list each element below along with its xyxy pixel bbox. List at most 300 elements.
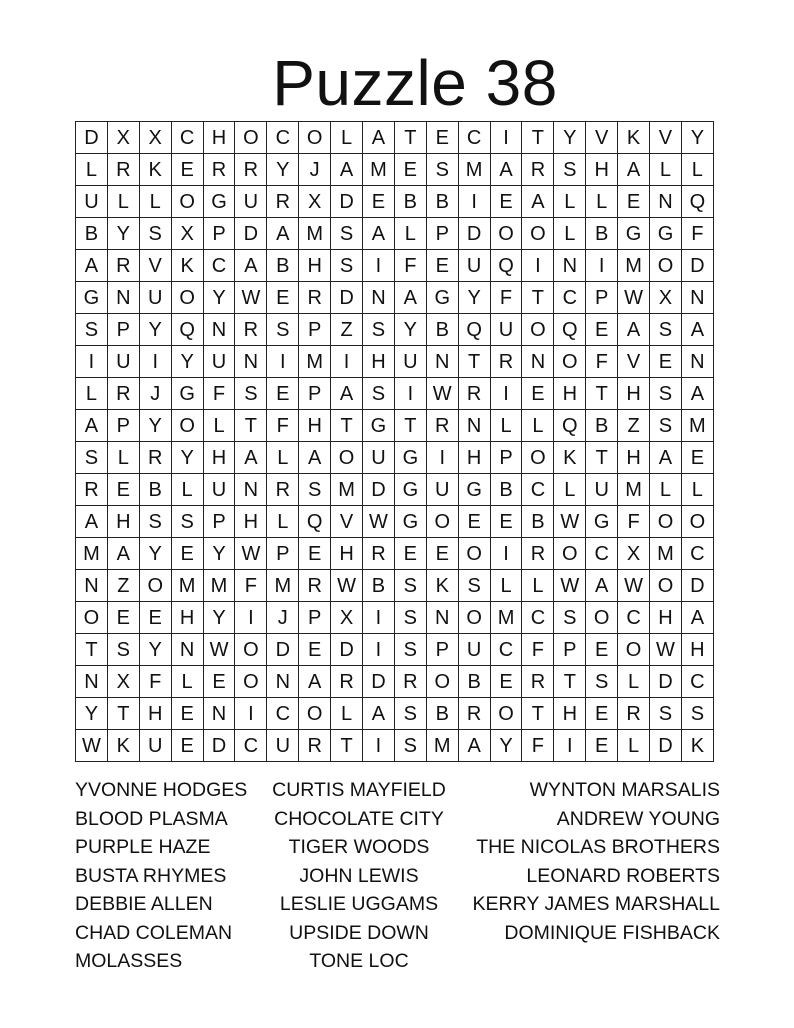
grid-cell: Z [618, 410, 650, 442]
grid-cell: C [586, 538, 618, 570]
grid-cell: N [459, 410, 491, 442]
grid-cell: Y [395, 314, 427, 346]
grid-cell: F [522, 730, 554, 762]
grid-cell: X [108, 666, 140, 698]
grid-cell: S [650, 314, 682, 346]
grid-cell: N [682, 282, 714, 314]
grid-cell: G [395, 474, 427, 506]
grid-cell: R [108, 250, 140, 282]
grid-cell: D [331, 634, 363, 666]
grid-cell: E [172, 538, 204, 570]
grid-cell: E [299, 634, 331, 666]
grid-cell: G [395, 442, 427, 474]
grid-cell: U [491, 314, 523, 346]
grid-cell: M [459, 154, 491, 186]
grid-cell: Y [76, 698, 108, 730]
grid-cell: R [363, 538, 395, 570]
word-list-item: ANDREW YOUNG [556, 807, 720, 830]
word-list-item: JOHN LEWIS [299, 864, 419, 887]
grid-cell: G [650, 218, 682, 250]
grid-cell: Y [140, 634, 172, 666]
grid-cell: X [140, 122, 172, 154]
grid-cell: Y [140, 538, 172, 570]
grid-cell: X [618, 538, 650, 570]
grid-cell: A [682, 602, 714, 634]
grid-cell: L [618, 730, 650, 762]
grid-cell: T [554, 666, 586, 698]
grid-cell: S [554, 154, 586, 186]
grid-cell: L [172, 666, 204, 698]
grid-cell: U [427, 474, 459, 506]
grid-cell: I [586, 250, 618, 282]
grid-cell: R [618, 698, 650, 730]
grid-cell: T [395, 122, 427, 154]
grid-cell: W [650, 634, 682, 666]
grid-cell: A [618, 314, 650, 346]
grid-cell: T [522, 122, 554, 154]
grid-cell: B [427, 314, 459, 346]
grid-cell: S [331, 218, 363, 250]
grid-cell: H [172, 602, 204, 634]
grid-cell: P [427, 634, 459, 666]
grid-cell: S [395, 698, 427, 730]
grid-cell: T [76, 634, 108, 666]
grid-cell: N [204, 314, 236, 346]
grid-cell: P [299, 314, 331, 346]
grid-cell: O [331, 442, 363, 474]
grid-cell: U [76, 186, 108, 218]
grid-cell: N [554, 250, 586, 282]
grid-cell: I [491, 122, 523, 154]
grid-cell: E [586, 698, 618, 730]
grid-cell: I [235, 698, 267, 730]
grid-cell: M [299, 218, 331, 250]
grid-cell: S [235, 378, 267, 410]
grid-cell: N [76, 666, 108, 698]
grid-cell: S [108, 634, 140, 666]
grid-cell: R [235, 314, 267, 346]
grid-cell: N [650, 186, 682, 218]
grid-cell: D [650, 666, 682, 698]
grid-cell: V [331, 506, 363, 538]
grid-cell: K [172, 250, 204, 282]
grid-cell: E [427, 122, 459, 154]
grid-cell: Y [491, 730, 523, 762]
grid-cell: Y [204, 538, 236, 570]
grid-cell: H [140, 698, 172, 730]
grid-cell: D [331, 186, 363, 218]
word-list-item: PURPLE HAZE [75, 836, 211, 858]
word-search-grid [75, 121, 714, 762]
grid-cell: Y [554, 122, 586, 154]
grid-cell: T [235, 410, 267, 442]
grid-cell: E [267, 378, 299, 410]
word-list-item: DOMINIQUE FISHBACK [504, 921, 720, 944]
grid-cell: N [427, 346, 459, 378]
grid-cell: H [682, 634, 714, 666]
grid-cell: L [650, 154, 682, 186]
grid-cell: S [172, 506, 204, 538]
grid-cell: P [267, 538, 299, 570]
grid-cell: Y [172, 442, 204, 474]
grid-cell: F [586, 346, 618, 378]
grid-cell: R [459, 698, 491, 730]
grid-cell: O [172, 282, 204, 314]
grid-cell: L [522, 410, 554, 442]
grid-cell: X [108, 122, 140, 154]
grid-cell: O [140, 570, 172, 602]
grid-cell: D [235, 218, 267, 250]
grid-cell: R [235, 154, 267, 186]
grid-cell: T [395, 410, 427, 442]
grid-cell: P [299, 602, 331, 634]
grid-cell: L [491, 570, 523, 602]
grid-cell: F [235, 570, 267, 602]
grid-cell: A [76, 250, 108, 282]
grid-cell: P [204, 218, 236, 250]
grid-cell: W [618, 282, 650, 314]
grid-cell: U [459, 250, 491, 282]
grid-cell: B [76, 218, 108, 250]
grid-cell: F [618, 506, 650, 538]
grid-cell: Y [204, 282, 236, 314]
grid-cell: E [427, 250, 459, 282]
grid-cell: R [108, 154, 140, 186]
grid-cell: X [172, 218, 204, 250]
grid-cell: P [204, 506, 236, 538]
grid-cell: M [299, 346, 331, 378]
grid-cell: L [554, 186, 586, 218]
grid-cell: N [363, 282, 395, 314]
grid-cell: J [267, 602, 299, 634]
grid-cell: L [204, 410, 236, 442]
grid-cell: E [299, 538, 331, 570]
grid-cell: B [363, 570, 395, 602]
grid-cell: L [267, 506, 299, 538]
grid-cell: O [554, 346, 586, 378]
grid-cell: O [522, 442, 554, 474]
grid-cell: H [331, 538, 363, 570]
grid-cell: C [682, 666, 714, 698]
grid-cell: R [140, 442, 172, 474]
grid-cell: T [522, 282, 554, 314]
grid-cell: D [267, 634, 299, 666]
grid-cell: M [363, 154, 395, 186]
grid-cell: I [491, 538, 523, 570]
grid-cell: R [267, 186, 299, 218]
grid-cell: X [299, 186, 331, 218]
grid-cell: Y [140, 410, 172, 442]
grid-cell: K [554, 442, 586, 474]
grid-cell: O [618, 634, 650, 666]
word-list-item: THE NICOLAS BROTHERS [476, 836, 720, 858]
grid-cell: S [299, 474, 331, 506]
grid-cell: K [427, 570, 459, 602]
grid-cell: R [299, 282, 331, 314]
grid-cell: Q [299, 506, 331, 538]
grid-cell: G [363, 410, 395, 442]
grid-cell: G [618, 218, 650, 250]
puzzle-title: Puzzle 38 [272, 47, 558, 119]
grid-cell: P [108, 314, 140, 346]
grid-cell: L [395, 218, 427, 250]
grid-cell: C [204, 250, 236, 282]
grid-cell: S [395, 602, 427, 634]
grid-cell: G [459, 474, 491, 506]
grid-cell: M [204, 570, 236, 602]
grid-cell: C [235, 730, 267, 762]
grid-cell: A [586, 570, 618, 602]
grid-cell: Q [172, 314, 204, 346]
grid-cell: F [140, 666, 172, 698]
grid-cell: I [522, 250, 554, 282]
grid-cell: S [76, 442, 108, 474]
grid-cell: V [140, 250, 172, 282]
word-list-column-3 [473, 776, 720, 947]
grid-cell: U [140, 282, 172, 314]
grid-cell: S [554, 602, 586, 634]
grid-cell: W [618, 570, 650, 602]
grid-cell: G [395, 506, 427, 538]
grid-cell: U [235, 186, 267, 218]
grid-cell: D [459, 218, 491, 250]
grid-cell: C [522, 602, 554, 634]
grid-cell: E [459, 506, 491, 538]
grid-cell: L [682, 474, 714, 506]
grid-cell: A [363, 218, 395, 250]
grid-cell: B [522, 506, 554, 538]
grid-cell: L [522, 570, 554, 602]
grid-cell: H [554, 378, 586, 410]
grid-cell: R [395, 666, 427, 698]
word-list-item: BUSTA RHYMES [75, 864, 227, 887]
grid-cell: S [427, 154, 459, 186]
grid-cell: L [554, 474, 586, 506]
grid-cell: S [395, 730, 427, 762]
grid-cell: O [586, 602, 618, 634]
grid-cell: S [395, 570, 427, 602]
grid-cell: Z [331, 314, 363, 346]
grid-cell: A [682, 314, 714, 346]
grid-cell: Q [554, 314, 586, 346]
grid-cell: A [522, 186, 554, 218]
grid-cell: I [363, 602, 395, 634]
grid-cell: S [76, 314, 108, 346]
grid-cell: I [363, 634, 395, 666]
grid-cell: I [363, 730, 395, 762]
grid-cell: S [331, 250, 363, 282]
grid-cell: M [172, 570, 204, 602]
grid-cell: N [682, 346, 714, 378]
grid-cell: T [586, 442, 618, 474]
grid-cell: V [650, 122, 682, 154]
grid-cell: P [299, 378, 331, 410]
grid-cell: D [331, 282, 363, 314]
grid-cell: A [299, 442, 331, 474]
grid-cell: O [491, 218, 523, 250]
grid-cell: H [204, 122, 236, 154]
grid-cell: K [140, 154, 172, 186]
grid-cell: N [427, 602, 459, 634]
grid-cell: Y [267, 154, 299, 186]
word-list-item: UPSIDE DOWN [289, 921, 429, 944]
grid-cell: E [650, 346, 682, 378]
grid-cell: C [682, 538, 714, 570]
word-list-item: TONE LOC [309, 950, 409, 972]
grid-cell: E [586, 634, 618, 666]
grid-cell: A [76, 410, 108, 442]
grid-cell: T [331, 730, 363, 762]
grid-cell: F [491, 282, 523, 314]
grid-cell: P [491, 442, 523, 474]
grid-cell: N [108, 282, 140, 314]
grid-cell: M [618, 474, 650, 506]
grid-cell: H [108, 506, 140, 538]
grid-cell: E [395, 154, 427, 186]
grid-cell: C [267, 122, 299, 154]
grid-cell: A [459, 730, 491, 762]
grid-cell: D [363, 666, 395, 698]
grid-cell: M [682, 410, 714, 442]
grid-cell: X [650, 282, 682, 314]
word-list-item: BLOOD PLASMA [75, 807, 228, 830]
grid-cell: L [108, 186, 140, 218]
grid-cell: L [331, 698, 363, 730]
grid-cell: D [204, 730, 236, 762]
grid-cell: R [267, 474, 299, 506]
grid-cell: T [331, 410, 363, 442]
grid-cell: U [459, 634, 491, 666]
grid-cell: Q [554, 410, 586, 442]
grid-cell: I [459, 186, 491, 218]
grid-cell: S [267, 314, 299, 346]
grid-cell: R [522, 538, 554, 570]
grid-cell: Q [682, 186, 714, 218]
grid-cell: O [459, 538, 491, 570]
grid-cell: O [522, 218, 554, 250]
grid-cell: N [267, 666, 299, 698]
grid-cell: A [618, 154, 650, 186]
grid-cell: S [650, 698, 682, 730]
grid-cell: I [554, 730, 586, 762]
grid-cell: O [172, 186, 204, 218]
grid-cell: E [172, 698, 204, 730]
grid-cell: M [267, 570, 299, 602]
grid-cell: N [522, 346, 554, 378]
grid-cell: L [554, 218, 586, 250]
grid-cell: E [522, 378, 554, 410]
grid-cell: L [618, 666, 650, 698]
grid-cell: O [172, 410, 204, 442]
grid-cell: T [108, 698, 140, 730]
grid-cell: Y [459, 282, 491, 314]
grid-cell: L [650, 474, 682, 506]
grid-cell: E [682, 442, 714, 474]
grid-cell: I [491, 378, 523, 410]
grid-cell: M [76, 538, 108, 570]
grid-cell: B [140, 474, 172, 506]
grid-cell: A [491, 154, 523, 186]
grid-cell: P [554, 634, 586, 666]
grid-cell: Y [108, 218, 140, 250]
grid-cell: K [682, 730, 714, 762]
grid-cell: O [235, 122, 267, 154]
grid-cell: U [108, 346, 140, 378]
grid-cell: E [491, 666, 523, 698]
grid-cell: A [682, 378, 714, 410]
grid-cell: O [427, 506, 459, 538]
grid-cell: E [140, 602, 172, 634]
grid-cell: U [586, 474, 618, 506]
grid-cell: R [427, 410, 459, 442]
grid-cell: R [459, 378, 491, 410]
grid-cell: G [172, 378, 204, 410]
grid-cell: O [299, 698, 331, 730]
grid-cell: J [299, 154, 331, 186]
grid-cell: I [395, 378, 427, 410]
grid-cell: H [204, 442, 236, 474]
grid-cell: A [395, 282, 427, 314]
grid-cell: V [586, 122, 618, 154]
grid-cell: L [331, 122, 363, 154]
grid-cell: E [108, 602, 140, 634]
grid-cell: K [108, 730, 140, 762]
grid-cell: H [235, 506, 267, 538]
grid-cell: H [363, 346, 395, 378]
grid-cell: C [554, 282, 586, 314]
grid-cell: B [459, 666, 491, 698]
word-list-item: CHOCOLATE CITY [274, 807, 444, 830]
grid-cell: S [459, 570, 491, 602]
grid-cell: Y [682, 122, 714, 154]
grid-cell: L [76, 378, 108, 410]
grid-cell: E [395, 538, 427, 570]
grid-cell: E [618, 186, 650, 218]
grid-cell: H [459, 442, 491, 474]
grid-cell: C [491, 634, 523, 666]
grid-cell: C [618, 602, 650, 634]
grid-cell: H [586, 154, 618, 186]
grid-cell: R [76, 474, 108, 506]
grid-cell: R [299, 570, 331, 602]
word-list-item: TIGER WOODS [288, 836, 430, 858]
grid-cell: L [267, 442, 299, 474]
grid-cell: Y [140, 314, 172, 346]
grid-cell: U [363, 442, 395, 474]
grid-cell: H [650, 602, 682, 634]
grid-cell: A [331, 154, 363, 186]
grid-cell: O [427, 666, 459, 698]
grid-cell: O [650, 570, 682, 602]
grid-cell: S [682, 698, 714, 730]
grid-cell: C [267, 698, 299, 730]
grid-cell: B [586, 218, 618, 250]
word-list-column-1 [75, 776, 247, 976]
grid-cell: T [586, 378, 618, 410]
grid-cell: A [235, 442, 267, 474]
grid-cell: E [172, 154, 204, 186]
grid-cell: B [491, 474, 523, 506]
word-list-item: MOLASSES [75, 950, 183, 972]
grid-cell: N [204, 698, 236, 730]
grid-cell: B [586, 410, 618, 442]
grid-cell: G [586, 506, 618, 538]
grid-cell: C [172, 122, 204, 154]
grid-cell: W [76, 730, 108, 762]
grid-cell: T [459, 346, 491, 378]
grid-cell: M [331, 474, 363, 506]
grid-cell: O [522, 314, 554, 346]
